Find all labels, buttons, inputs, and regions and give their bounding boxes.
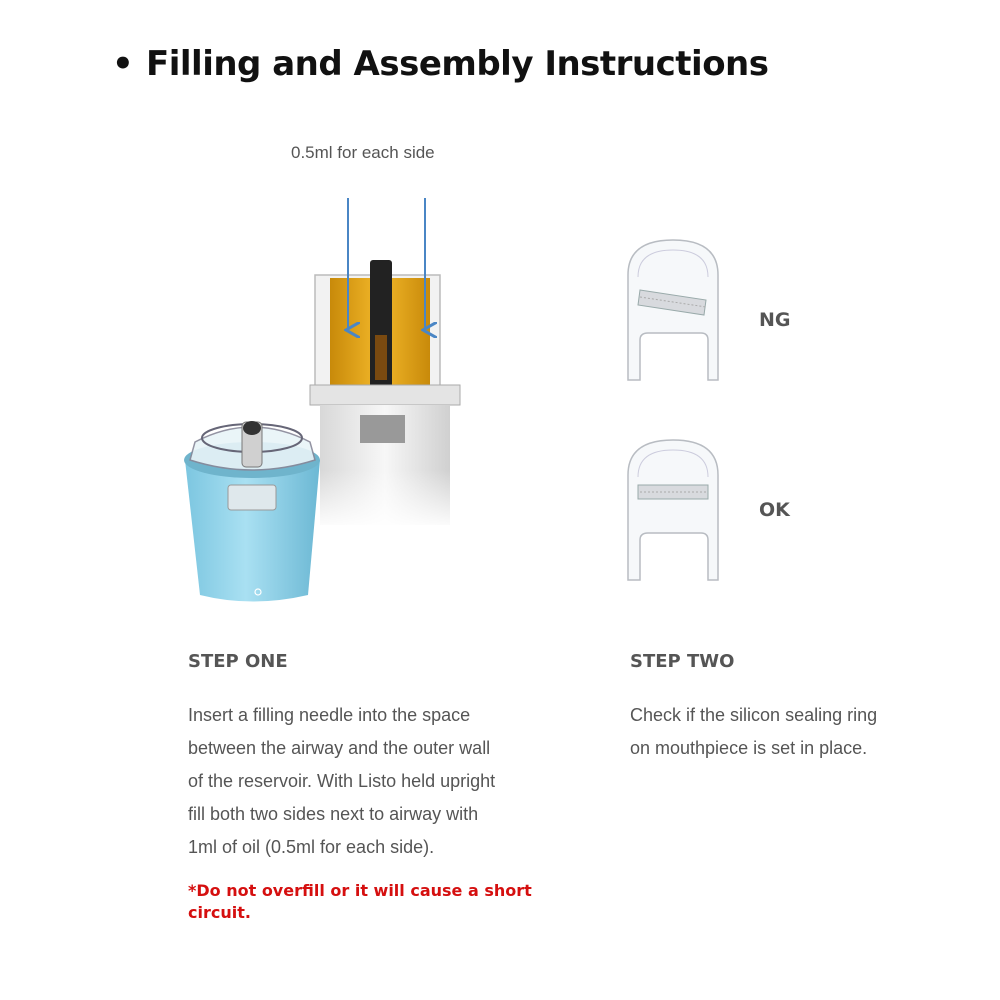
title-bullet: • [112,44,134,84]
title-text: Filling and Assembly Instructions [146,44,769,84]
step-one-line: of the reservoir. With Listo held upright [188,771,496,791]
cartridge-filling-illustration [170,190,470,630]
ok-label: OK [759,499,790,521]
overfill-warning: *Do not overfill or it will cause a short circuit. [188,881,532,922]
mouthpiece-ok-illustration [618,435,728,590]
step-one-line: fill both two sides next to airway with [188,804,479,824]
step-one-line: between the airway and the outer wall [188,738,491,758]
step-two-description [630,699,950,765]
fill-amount-annotation: 0.5ml for each side [291,143,435,162]
step-two-line: Check if the silicon sealing ring [630,705,878,725]
step-two-heading: STEP TWO [630,651,735,672]
cartridge [310,260,460,530]
filling-base [184,421,320,602]
step-two-line: on mouthpiece is set in place. [630,738,868,758]
step-one-line: 1ml of oil (0.5ml for each side). [188,837,435,857]
step-one-line: Insert a filling needle into the space [188,705,471,725]
step-one-description [188,699,588,864]
mouthpiece-ng-illustration [618,235,728,390]
ng-label: NG [759,309,791,331]
step-one-heading: STEP ONE [188,651,288,672]
page-title [112,44,769,84]
